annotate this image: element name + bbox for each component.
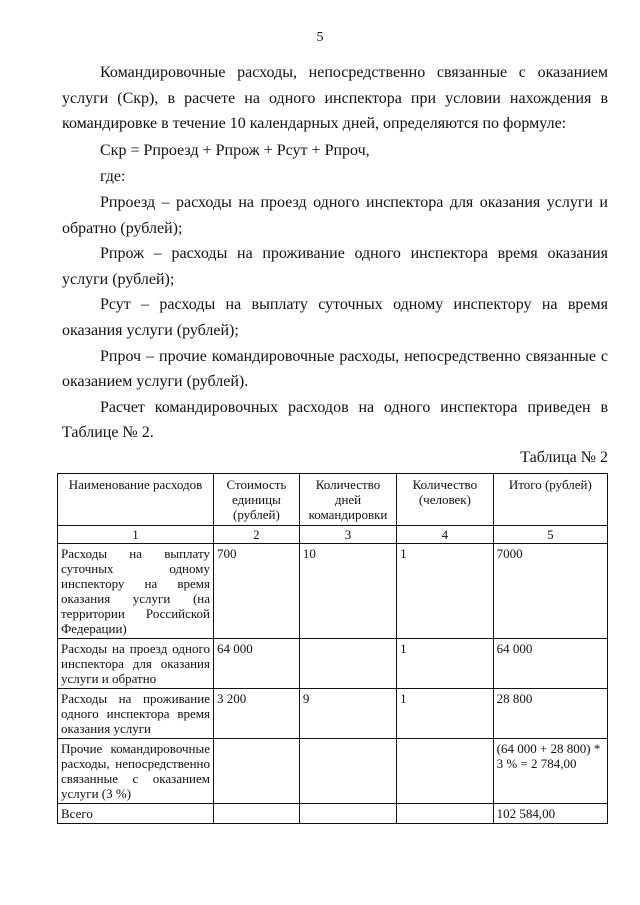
table-cell [397,739,493,804]
table-cell: 28 800 [493,689,607,739]
header-cell: Количество (человек) [397,474,493,526]
table-cell: Расходы на проживание одного инспектора время оказания услуги [58,689,214,739]
table-reference-paragraph: Расчет командировочных расходов на одного инспектора приведен в Таблице № 2. [62,398,608,442]
formula: Скр = Рпроезд + Рпрож + Рсут + Рпроч, [100,141,370,159]
expenses-table [57,473,608,824]
column-number: 3 [299,526,396,544]
column-number: 4 [397,526,493,544]
table-cell [214,804,300,824]
table-cell: Прочие командировочные расходы, непосредственно связанные с оказанием услуги (3 %) [58,739,214,804]
table-cell [299,739,396,804]
table-cell: 700 [214,544,300,639]
table-cell: 10 [299,544,396,639]
table-cell: 1 [397,639,493,689]
table-cell [299,639,396,689]
header-cell: Стоимость единицы (рублей) [214,474,300,526]
table-cell: 64 000 [214,639,300,689]
header-cell: Наименование расходов [58,474,214,526]
table-cell: 9 [299,689,396,739]
table-cell: Расходы на выплату суточных одному инспектору на время оказания услуги (на территории Российской Федерации) [58,544,214,639]
table-row [58,639,608,689]
table-header-row [58,474,608,526]
table-cell: Расходы на проезд одного инспектора для оказания услуги и обратно [58,639,214,689]
body-text [62,60,608,446]
where-label: где: [100,168,126,186]
definition-prozh: Рпрож – расходы на проживание одного инспектора время оказания услуги (рублей); [62,245,608,288]
intro-paragraph: Командировочные расходы, непосредственно связанные с оказанием услуги (Скр), в расчете на одного инспектора при условии нахождения в командировке в течение 10 календарных дней, определяются по формуле: [62,64,608,133]
table-row-total [58,804,608,824]
table-cell [214,739,300,804]
table-cell: 102 584,00 [493,804,607,824]
definition-proezd: Рпроезд – расходы на проезд одного инспектора для оказания услуги и обратно (рублей); [62,193,608,237]
column-number: 2 [214,526,300,544]
column-number-row [58,526,608,544]
column-number: 5 [493,526,607,544]
table-caption: Таблица № 2 [520,449,608,466]
definition-proch: Рпроч – прочие командировочные расходы, непосредственно связанные с оказанием услуги (рублей). [62,347,608,391]
table-cell: 7000 [493,544,607,639]
column-number: 1 [58,526,214,544]
header-cell: Количество дней командировки [299,474,396,526]
table-row [58,544,608,639]
table-cell: 1 [397,544,493,639]
table-cell: 1 [397,689,493,739]
page-number: 5 [316,30,324,45]
table-row [58,689,608,739]
definition-sut: Рсут – расходы на выплату суточных одному инспектору на время оказания услуги (рублей); [62,296,608,339]
table-cell: Всего [58,804,214,824]
table-cell [299,804,396,824]
table-cell [397,804,493,824]
table-cell: 64 000 [493,639,607,689]
table-row [58,739,608,804]
table-cell: (64 000 + 28 800) * 3 % = 2 784,00 [493,739,607,804]
header-cell: Итого (рублей) [493,474,607,526]
table-cell: 3 200 [214,689,300,739]
